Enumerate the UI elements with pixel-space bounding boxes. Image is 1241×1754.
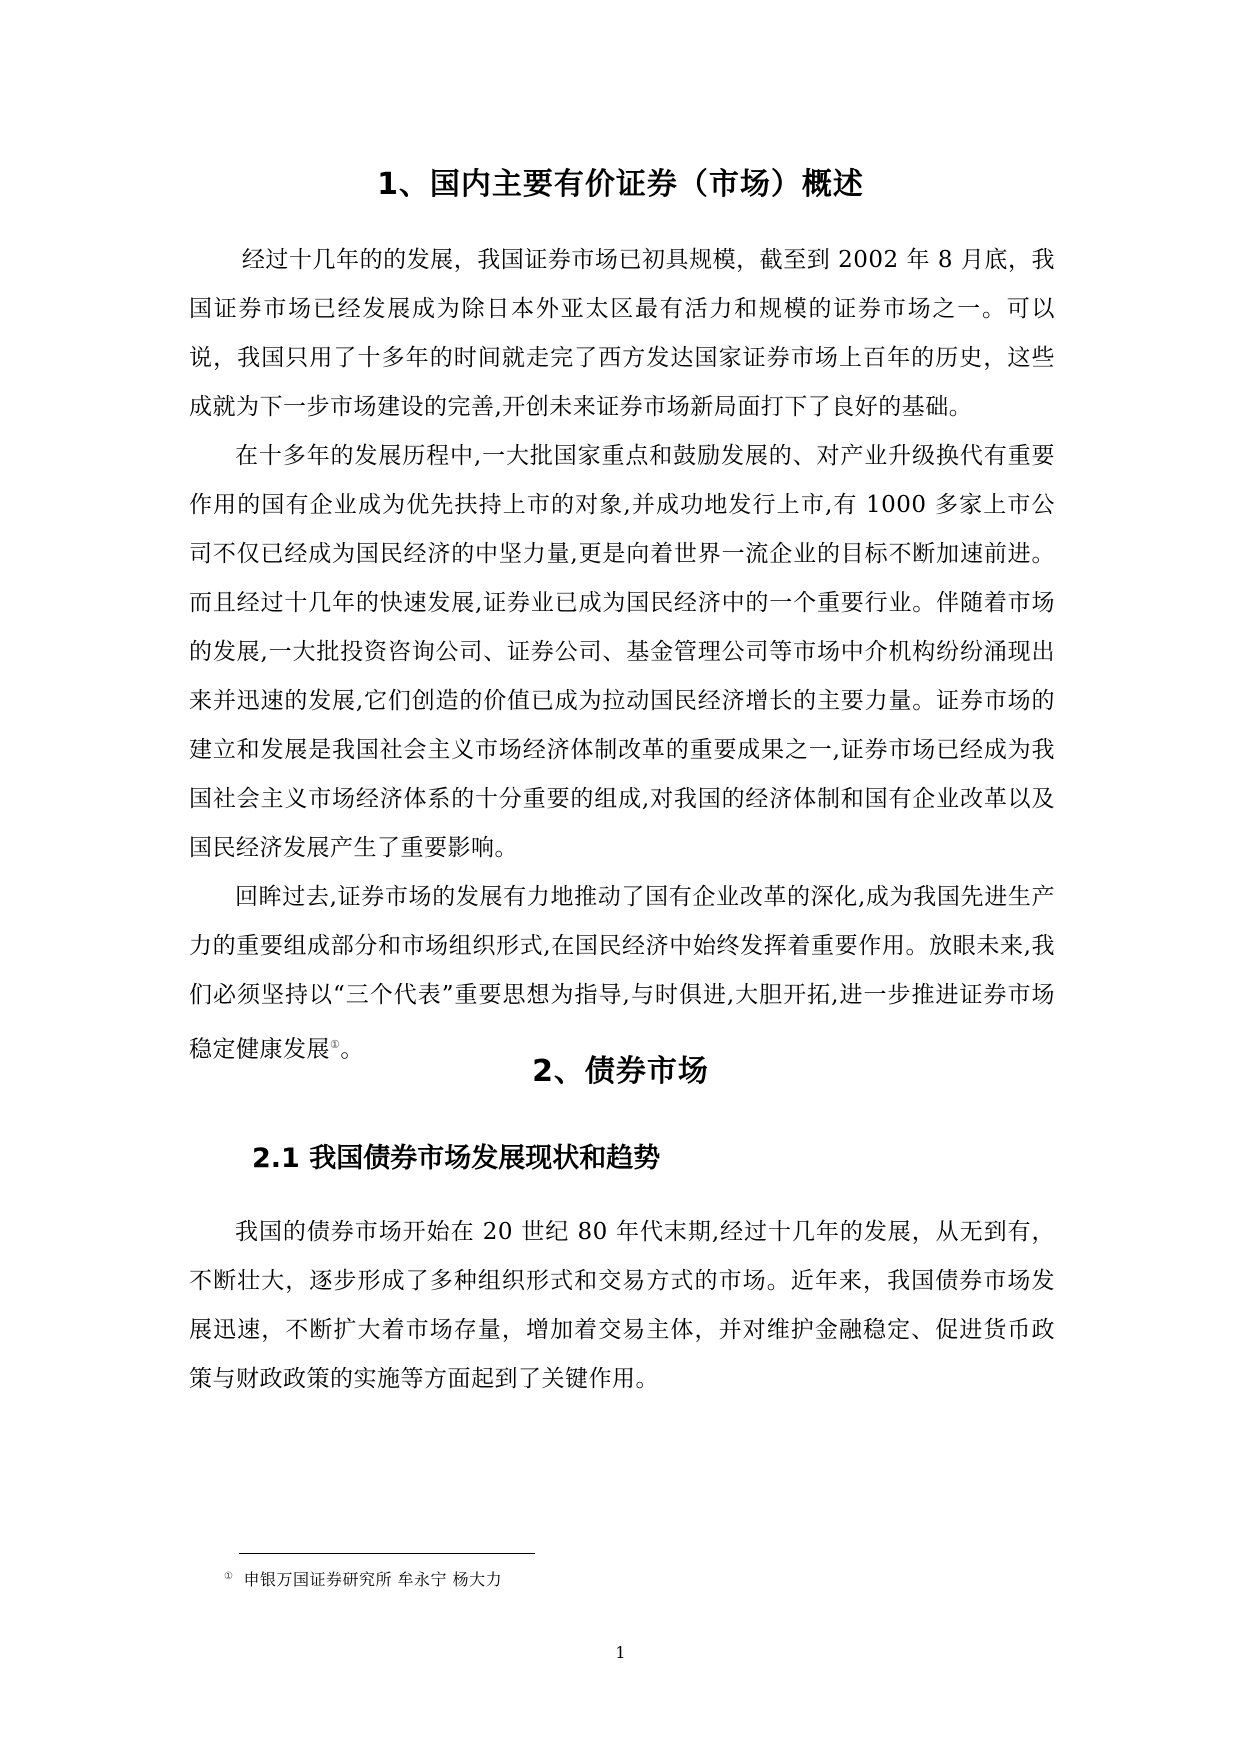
page-number: 1	[615, 1643, 626, 1662]
paragraph-3	[189, 873, 1055, 1075]
paragraph-4: 我国的债券市场开始在 20 世纪 80 年代末期,经过十几年的发展，从无到有，不断壮大，逐步形成了多种组织形式和交易方式的市场。近年来，我国债券市场发展迅速，不断扩大着市场存量，增加着交易主体，并对维护金融稳定、促进货币政策与财政政策的实施等方面起到了关键作用。	[189, 1219, 1055, 1392]
paragraph-2: 在十多年的发展历程中,一大批国家重点和鼓励发展的、对产业升级换代有重要作用的国有企业成为优先扶持上市的对象,并成功地发行上市,有 1000 多家上市公司不仅已经成为国民经济的中坚力量,更是向着世界一流企业的目标不断加速前进。而且经过十几年的快速发展,证券业已成为国民经济中的一个重要行业。伴随着市场的发展,一大批投资咨询公司、证券公司、基金管理公司等市场中介机构纷纷涌现出来并迅速的发展,它们创造的价值已成为拉动国民经济增长的主要力量。证券市场的建立和发展是我国社会主义市场经济体制改革的重要成果之一,证券市场已经成为我国社会主义市场经济体系的十分重要的组成,对我国的经济体制和国有企业改革以及国民经济发展产生了重要影响。	[189, 443, 1055, 861]
section-1-title: 1、国内主要有价证券（市场）概述	[377, 167, 864, 202]
footnote-reference: ①	[330, 1038, 341, 1051]
section-1-body	[189, 236, 1055, 1075]
section-2-body	[189, 1208, 1055, 1404]
footnote	[224, 1567, 502, 1590]
paragraph-3-text: 回眸过去,证券市场的发展有力地推动了国有企业改革的深化,成为我国先进生产力的重要组成部分和市场组织形式,在国民经济中始终发挥着重要作用。放眼未来,我们必须坚持以“三个代表”重要思想为指导,与时俱进,大胆开拓,进一步推进证券市场稳定健康发展	[189, 884, 1055, 1063]
footnote-divider	[239, 1553, 535, 1554]
footnote-text: 申银万国证券研究所 牟永宁 杨大力	[243, 1570, 503, 1589]
paragraph-3-end: 。	[340, 1036, 364, 1063]
paragraph-1: 经过十几年的的发展，我国证券市场已初具规模，截至到 2002 年 8 月底，我国证券市场已经发展成为除日本外亚太区最有活力和规模的证券市场之一。可以说，我国只用了十多年的时间就走完了西方发达国家证券市场上百年的历史，这些成就为下一步市场建设的完善,开创未来证券市场新局面打下了良好的基础。	[189, 247, 1055, 420]
subsection-2-1-title: 2.1 我国债券市场发展现状和趋势	[252, 1143, 661, 1174]
footnote-mark: ①	[224, 1570, 234, 1582]
section-2-title: 2、债券市场	[532, 1054, 709, 1089]
